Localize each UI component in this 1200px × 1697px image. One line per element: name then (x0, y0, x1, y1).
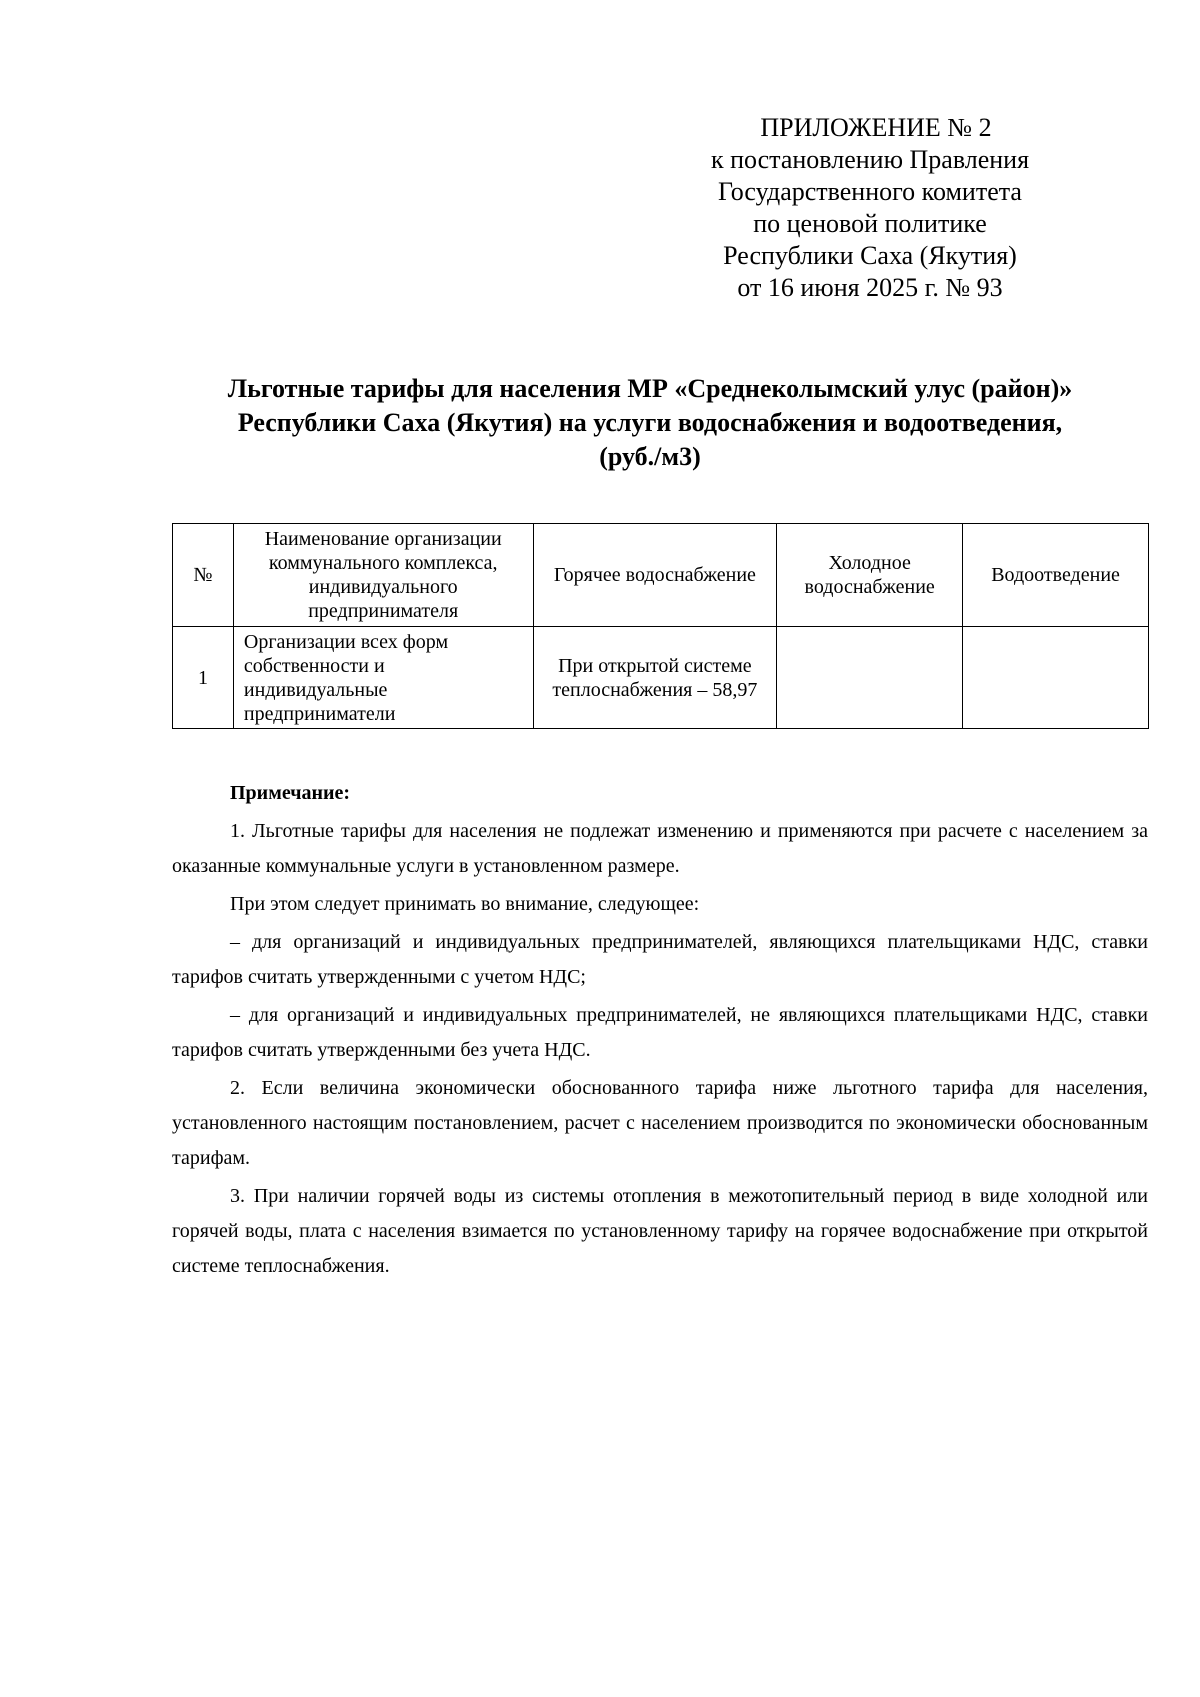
cell-organization: Организации всех форм собственности и индивидуальные предприниматели (233, 627, 533, 729)
note-paragraph: 3. При наличии горячей воды из системы отопления в межотопительный период в виде холодной или горячей воды, плата с населения взимается по установленному тарифу на горячее водоснабжение при открытой системе теплоснабжения. (172, 1185, 1148, 1277)
note-paragraph: При этом следует принимать во внимание, следующее: (230, 893, 700, 915)
table-row (173, 627, 1149, 729)
notes-heading: Примечание: (230, 782, 351, 804)
tariffs-table (172, 523, 1149, 729)
appendix-date: от 16 июня 2025 г. № 93 (737, 273, 1003, 302)
appendix-number: ПРИЛОЖЕНИЕ № 2 (760, 113, 992, 142)
appendix-line-resolution: к постановлению Правления (710, 145, 1030, 174)
appendix-block (700, 112, 1040, 304)
note-paragraph: – для организаций и индивидуальных предпринимателей, являющихся плательщиками НДС, ставки тарифов считать утвержденными с учетом НДС; (172, 931, 1148, 988)
appendix-line-policy: по ценовой политике (753, 209, 987, 238)
cell-sewerage (963, 627, 1149, 729)
title-line: (руб./м3) (599, 442, 701, 471)
appendix-line-republic: Республики Саха (Якутия) (723, 241, 1017, 270)
title-line: Республики Саха (Якутия) на услуги водоснабжения и водоотведения, (237, 408, 1063, 437)
notes-section (172, 776, 1148, 1287)
appendix-line-committee: Государственного комитета (718, 177, 1022, 206)
note-paragraph: 2. Если величина экономически обоснованного тарифа ниже льготного тарифа для населения, установленного настоящим постановлением, расчет с населением производится по экономически обоснованным тарифам. (172, 1077, 1148, 1169)
header-number: № (173, 524, 234, 627)
header-organization: Наименование организации коммунального комплекса, индивидуального предпринимателя (233, 524, 533, 627)
note-paragraph: – для организаций и индивидуальных предпринимателей, не являющихся плательщиками НДС, ставки тарифов считать утвержденными без учета НДС. (172, 1004, 1148, 1061)
cell-cold-water (777, 627, 963, 729)
header-hot-water: Горячее водоснабжение (533, 524, 777, 627)
note-paragraph: 1. Льготные тарифы для населения не подлежат изменению и применяются при расчете с населением за оказанные коммунальные услуги в установленном размере. (172, 820, 1148, 877)
cell-number: 1 (173, 627, 234, 729)
table-header-row (173, 524, 1149, 627)
header-sewerage: Водоотведение (963, 524, 1149, 627)
title-line: Льготные тарифы для населения МР «Среднеколымский улус (район)» (227, 374, 1073, 403)
header-cold-water: Холодное водоснабжение (777, 524, 963, 627)
document-title (160, 372, 1140, 474)
cell-hot-water: При открытой системе теплоснабжения – 58,97 (533, 627, 777, 729)
